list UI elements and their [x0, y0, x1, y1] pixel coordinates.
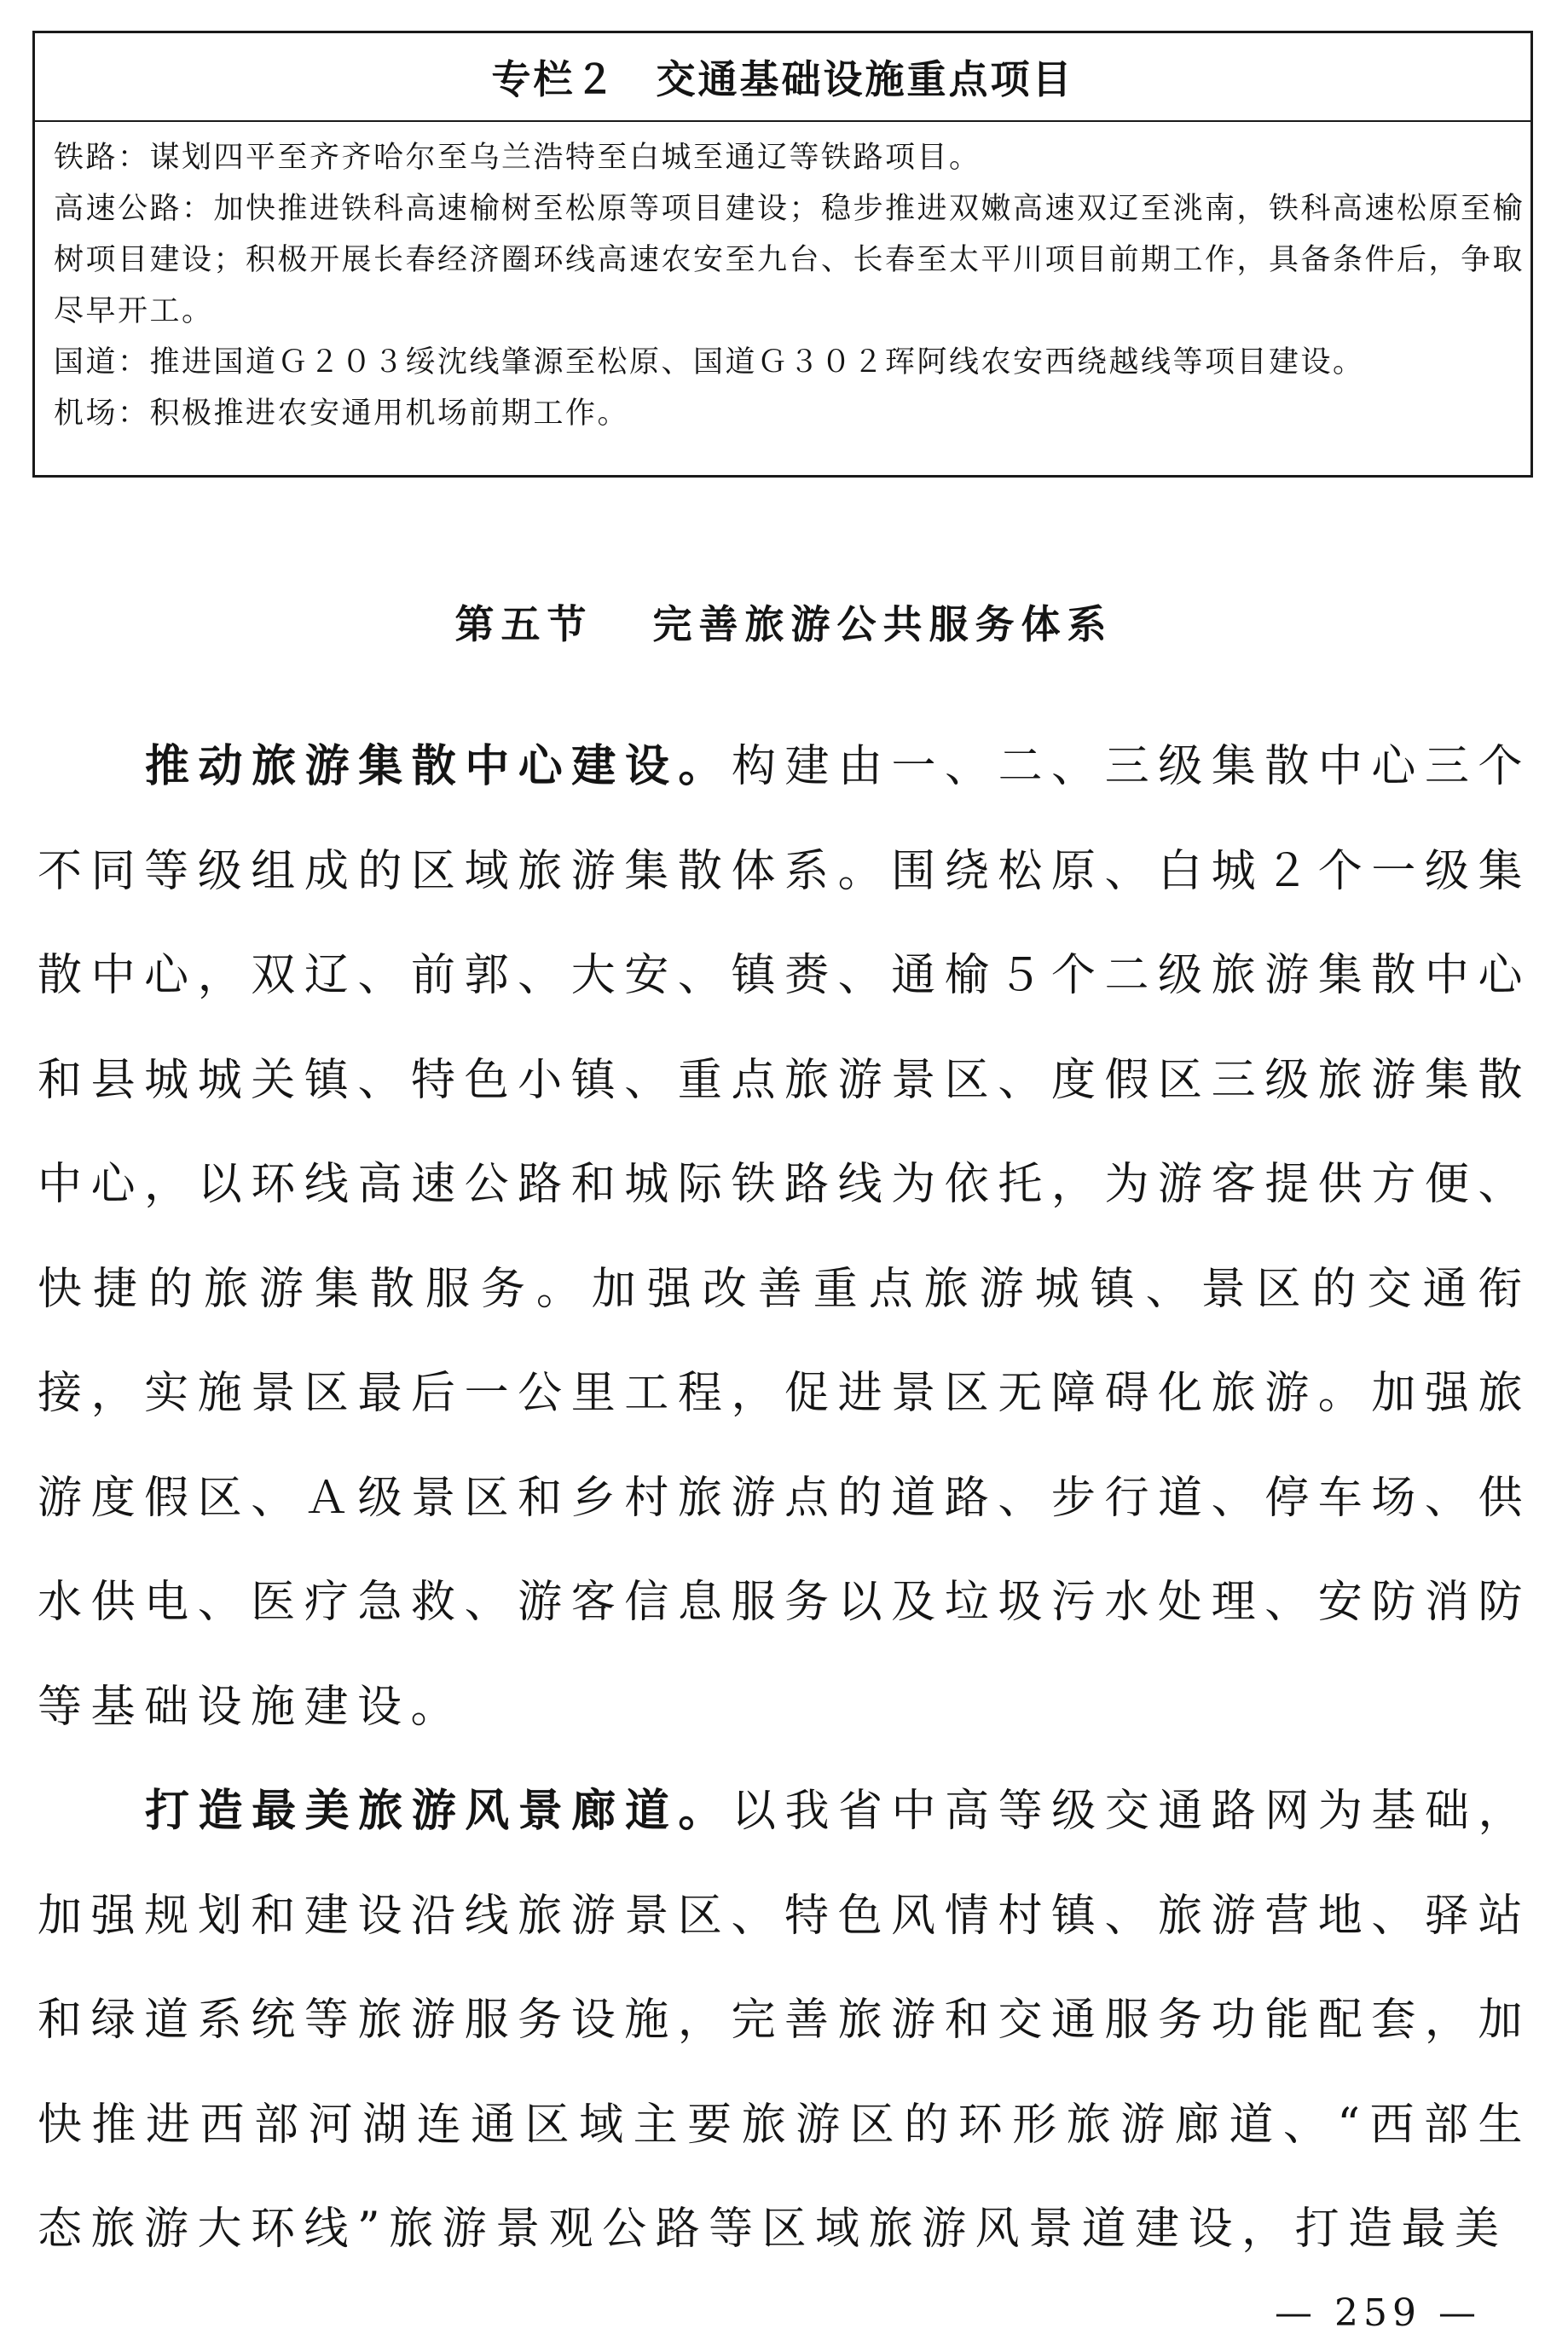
feature-box-row-airport: 机场：积极推进农安通用机场前期工作。: [54, 397, 630, 431]
paragraph: [38, 715, 1531, 1759]
feature-box-row-expressway: 高速公路：加快推进铁科高速榆树至松原等项目建设；稳步推进双嫩高速双辽至洮南，铁科高速松原至榆树项目建设；积极开展长春经济圈环线高速农安至九台、长春至太平川项目前期工作，具备条件后，争取尽早开工。: [54, 192, 1525, 328]
section-title: [0, 594, 1568, 650]
feature-box-row-national-road: 国道：推进国道Ｇ２０３绥沈线肇源至松原、国道Ｇ３０２珲阿线农安西绕越线等项目建设。: [54, 345, 1365, 379]
paragraph: [38, 1759, 1531, 2282]
paragraph-lead: 打造最美旅游风景廊道。: [145, 1786, 732, 1837]
feature-box-label: 专栏２: [491, 56, 617, 102]
feature-box-title: [35, 33, 1530, 122]
paragraph-text: 构建由一、二、三级集散中心三个不同等级组成的区域旅游集散体系。围绕松原、白城２个一级集散中心，双辽、前郭、大安、镇赉、通榆５个二级旅游集散中心和县城城关镇、特色小镇、重点旅游景区、度假区三级旅游集散中心，以环线高速公路和城际铁路线为依托，为游客提供方便、快捷的旅游集散服务。加强改善重点旅游城镇、景区的交通衔接，实施景区最后一公里工程，促进景区无障碍化旅游。加强旅游度假区、Ａ级景区和乡村旅游点的道路、步行道、停车场、供水供电、医疗急救、游客信息服务以及垃圾污水处理、安防消防等基础设施建设。: [38, 741, 1531, 1733]
feature-box-heading: 交通基础设施重点项目: [656, 56, 1074, 102]
feature-box-row-railway: 铁路：谋划四平至齐齐哈尔至乌兰浩特至白城至通辽等铁路项目。: [54, 141, 981, 175]
feature-box-body: [35, 122, 1530, 439]
paragraph-text: 以我省中高等级交通路网为基础，加强规划和建设沿线旅游景区、特色风情村镇、旅游营地、驿站和绿道系统等旅游服务设施，完善旅游和交通服务功能配套，加快推进西部河湖连通区域主要旅游区的环形旅游廊道、“西部生态旅游大环线”旅游景观公路等区域旅游风景道建设，打造最美: [38, 1786, 1531, 2255]
section-number: 第五节: [454, 601, 593, 647]
page-number: — 259 —: [1275, 2291, 1481, 2335]
feature-box: [32, 31, 1533, 478]
body-text: [38, 715, 1531, 2282]
section-heading: 完善旅游公共服务体系: [652, 601, 1114, 647]
paragraph-lead: 推动旅游集散中心建设。: [145, 741, 732, 792]
